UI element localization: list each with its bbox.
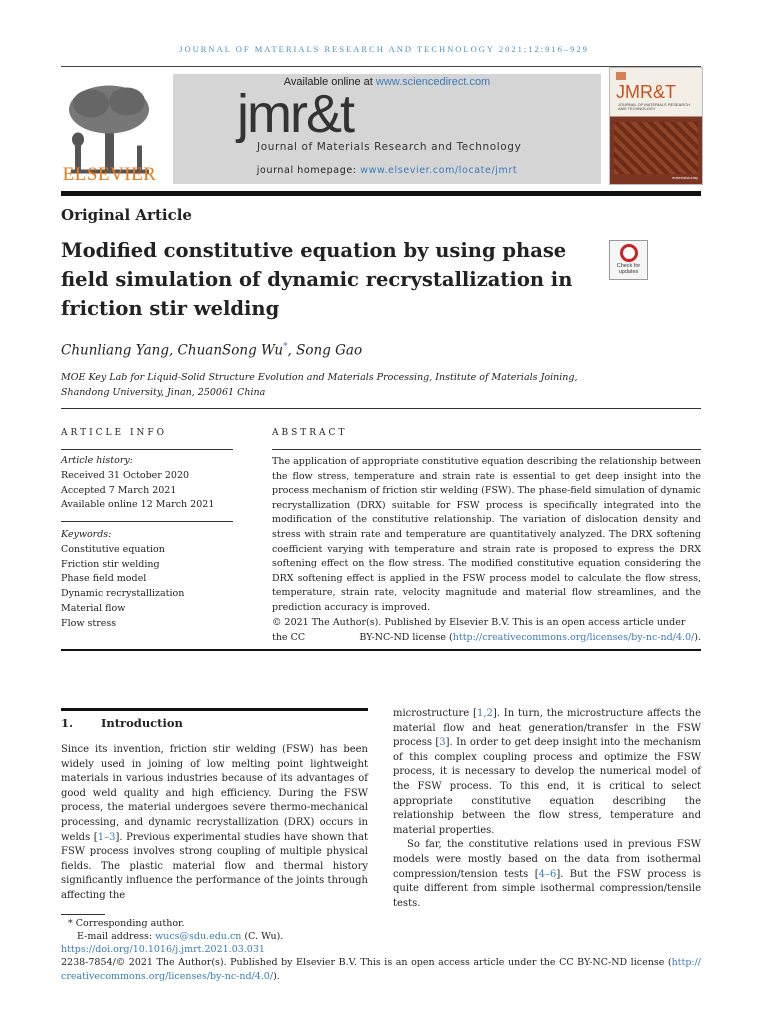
- elsevier-wordmark: ELSEVIER: [62, 164, 157, 185]
- keyword: Dynamic recrystallization: [61, 588, 185, 600]
- intro-left-column: Since its invention, friction stir welding (FSW) has been widely used in joining of low melting point lightweight materials in various industries because of its advantages of good weld quality and high efficiency. During the FSW process, the material undergoes severe thermo-mechanical processing, and dynamic recrystallization (DRX) occurs in welds [1–3]. Previous experimental studies have shown that FSW process involves strong coupling of multiple physical fields. The plastic material flow and thermal history significantly influence the performance of the joints through affecting the: [61, 744, 368, 901]
- journal-citation: JOURNAL OF MATERIALS RESEARCH AND TECHNOLOGY 2021;12:916–929: [179, 44, 589, 54]
- history-received: Received 31 October 2020: [61, 469, 190, 481]
- email-link[interactable]: wucs@sdu.edu.cn: [155, 931, 242, 942]
- homepage-link[interactable]: www.elsevier.com/locate/jmrt: [360, 165, 518, 176]
- abstract-license: BY-NC-ND license (http://creativecommons.org/licenses/by-nc-nd/4.0/).: [359, 632, 701, 643]
- cover-publisher-icon: [616, 72, 626, 80]
- abstract-copyright: © 2021 The Author(s). Published by Elsevier B.V. This is an open access article under the CC: [272, 617, 686, 643]
- citation-link[interactable]: 1–3: [97, 831, 116, 843]
- abstract-heading: ABSTRACT: [272, 428, 348, 438]
- keywords-divider: [61, 521, 233, 522]
- abstract-divider: [272, 449, 701, 450]
- header-rule: [61, 66, 701, 67]
- sciencedirect-link[interactable]: www.sciencedirect.com: [375, 76, 491, 88]
- keyword: Material flow: [61, 602, 126, 614]
- article-history: Article history: Received 31 October 2020 Accepted 7 March 2021 Available online 12 March 2021: [61, 454, 214, 513]
- check-for-updates-button[interactable]: Check for updates: [609, 240, 648, 280]
- intro-paragraph-2: So far, the constitutive relations used in previous FSW models were mostly based on the data from isothermal compression/tension tests [4–6]. But the FSW process is quite different from simple isothermal compression/tensile tests.: [393, 839, 701, 909]
- cover-subtitle: JOURNAL OF MATERIALS RESEARCH AND TECHNOLOGY: [618, 102, 691, 112]
- journal-banner: [173, 74, 601, 184]
- license-footer-link[interactable]: http://: [671, 957, 701, 968]
- abstract-bottom-rule: [61, 649, 701, 651]
- license-footnote: 2238-7854/© 2021 The Author(s). Published by Elsevier B.V. This is an open access article under the CC BY-NC-ND license (http:// creativecommons.org/licenses/by-nc-nd/4.0/).: [61, 957, 701, 982]
- introduction-heading: 1. Introduction: [61, 716, 183, 730]
- keyword: Phase field model: [61, 573, 147, 585]
- journal-name: Journal of Materials Research and Technology: [257, 141, 522, 153]
- keyword: Flow stress: [61, 617, 117, 629]
- intro-rule: [61, 708, 368, 711]
- header-divider: [61, 191, 701, 196]
- article-title: Modified constitutive equation by using phase field simulation of dynamic recrystallization in friction stir welding: [61, 239, 573, 320]
- journal-cover-image: [609, 67, 703, 185]
- keyword: Constitutive equation: [61, 543, 165, 555]
- citation-link[interactable]: 3: [439, 737, 446, 749]
- history-accepted: Accepted 7 March 2021: [61, 484, 177, 496]
- cover-footer: materialstoday: [671, 175, 698, 180]
- author-list: Chunliang Yang, ChuanSong Wu*, Song Gao: [61, 342, 363, 359]
- history-online: Available online 12 March 2021: [61, 499, 215, 511]
- corresponding-footnote: * Corresponding author.: [68, 918, 185, 929]
- cover-artwork: [614, 122, 698, 174]
- citation-link[interactable]: 1,2: [476, 708, 493, 719]
- corresponding-author-mark[interactable]: *: [283, 342, 288, 352]
- affiliation: MOE Key Lab for Liquid-Solid Structure Evolution and Materials Processing, Institute of Materials Joining, Shandong University, Jinan, 250061 China: [61, 372, 578, 398]
- keyword: Friction stir welding: [61, 558, 160, 570]
- available-online: Available online at www.sciencedirect.com: [283, 76, 491, 88]
- cover-title: JMR&T: [616, 82, 676, 102]
- keywords-list: Keywords: Constitutive equation Friction stir welding Phase field model Dynamic recrystallization Material flow Flow stress: [61, 528, 184, 632]
- license-footer-link-cont[interactable]: creativecommons.org/licenses/by-nc-nd/4.0/: [61, 970, 274, 982]
- email-footnote: E-mail address: wucs@sdu.edu.cn (C. Wu).: [77, 931, 284, 942]
- jmrt-logo: jmr&t: [237, 84, 353, 144]
- license-link[interactable]: http://creativecommons.org/licenses/by-nc-nd/4.0/: [452, 632, 695, 643]
- crossmark-icon: [620, 244, 638, 262]
- doi-link[interactable]: https://doi.org/10.1016/j.jmrt.2021.03.031: [61, 944, 265, 955]
- abstract-text: The application of appropriate constitutive equation describing the relationship between the flow stress, temperature and strain rate is essential to get deep insight into the process mechanism of friction stir welding (FSW). The phase-field simulation of dynamic recrystallization (DRX) suitable for FSW process is specifically integrated into the modification of the constitutive relationship. The variation of dislocation density and stress with strain rate and temperature are quantitatively analyzed. The DRX softening coefficient varying with temperature and strain rate is proposed to express the DRX softening effect on the flow stress. The modified constitutive equation considering the DRX softening effect is applied in the FSW process model to calculate the flow stress, temperature, strain rate, velocity magnitude and material flow streamlines, and the prediction accuracy is improved.: [272, 456, 701, 613]
- citation-link[interactable]: 4–6: [538, 868, 557, 880]
- article-info-heading: ARTICLE INFO: [61, 428, 168, 438]
- info-divider: [61, 449, 233, 450]
- footnote-rule: [61, 914, 105, 915]
- article-type: Original Article: [61, 206, 192, 224]
- affiliation-divider: [61, 408, 701, 409]
- intro-right-column: microstructure [1,2]. In turn, the microstructure affects the material flow and heat generation/transfer in the FSW process [3]. In order to get deep insight into the mechanism of this complex coupling process and optimize the FSW process, it is necessary to develop the numerical model of the FSW process. To this end, it is critical to select appropriate constitutive equation describing the relationship between the flow stress, temperature and material properties. So far, the constitutive relations used in previous FSW models were mostly based on the data from isothermal compression/tension tests [4–6]. But the FSW process is quite different from simple isothermal compression/tensile tests.: [393, 707, 701, 911]
- journal-homepage: journal homepage: www.elsevier.com/locate/jmrt: [256, 165, 518, 176]
